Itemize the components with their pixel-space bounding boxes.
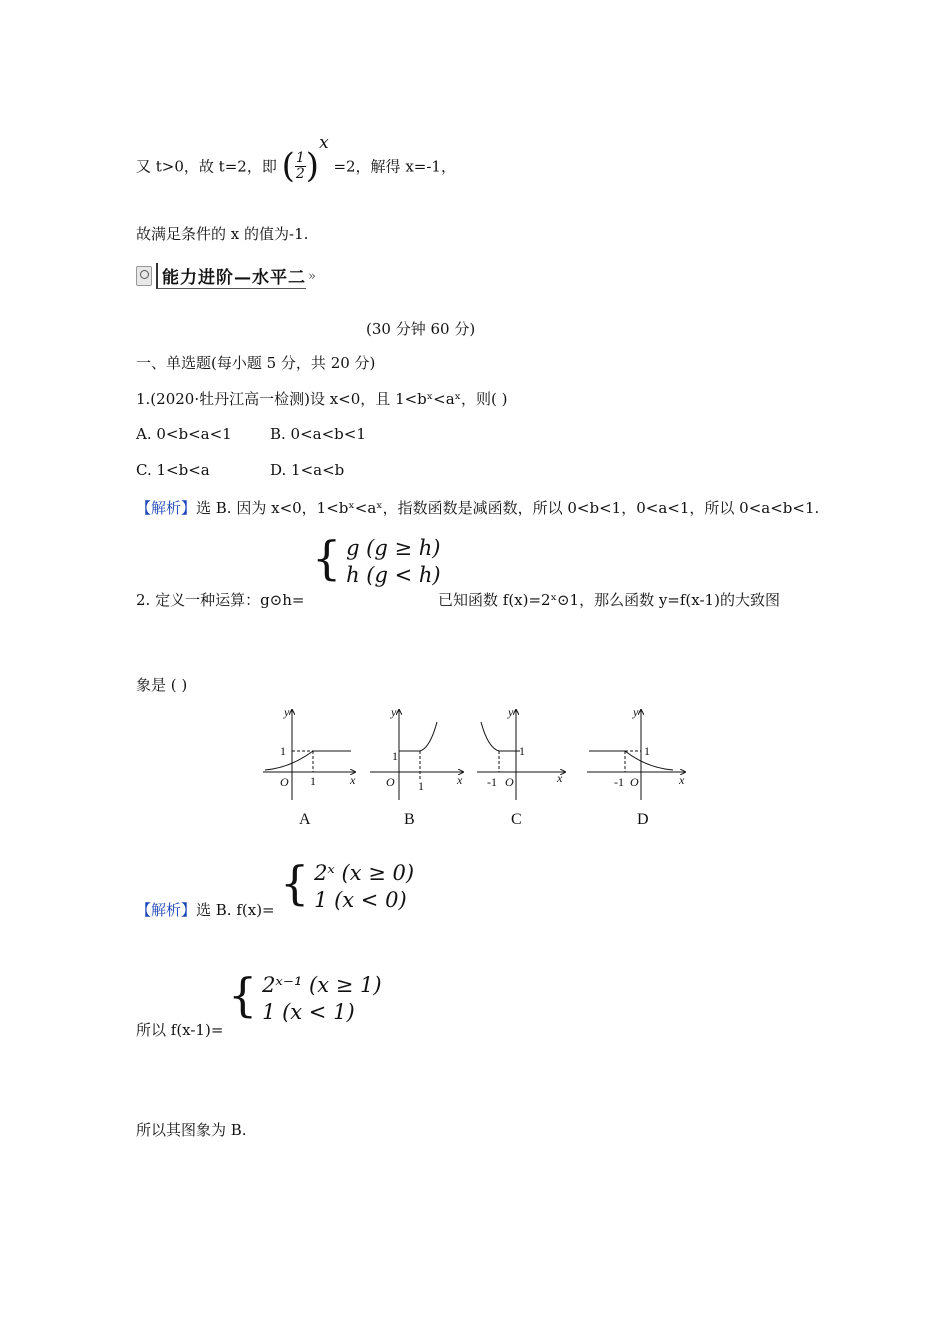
svg-text:1: 1 bbox=[310, 774, 316, 788]
svg-text:-1: -1 bbox=[614, 775, 624, 789]
question-2-piecewise: { g (g ≥ h) h (g < h) bbox=[312, 531, 441, 587]
fx1-prefix: 所以 f(x-1)= bbox=[136, 1021, 224, 1039]
fx1-row-1: 2ˣ⁻¹ (x ≥ 1) bbox=[262, 973, 382, 997]
option-1c: C. 1<b<a bbox=[136, 461, 210, 479]
svg-text:1: 1 bbox=[418, 779, 424, 793]
time-info: (30 分钟 60 分) bbox=[366, 320, 476, 338]
svg-text:-1: -1 bbox=[487, 775, 497, 789]
fx-row-1: 2ˣ (x ≥ 0) bbox=[314, 861, 415, 885]
analysis-tag: 【解析】 bbox=[136, 499, 197, 517]
analysis-text: 选 B. 因为 x<0，1<bˣ<aˣ，指数函数是减函数，所以 0<b<1，0<a<1，所以 0<a<b<1. bbox=[196, 499, 820, 517]
conclusion-line-1: 故满足条件的 x 的值为-1. bbox=[136, 225, 309, 243]
question-2-suffix: 已知函数 f(x)=2ˣ⊙1，那么函数 y=f(x-1)的大致图 bbox=[438, 591, 780, 609]
svg-text:1: 1 bbox=[519, 744, 525, 758]
svg-text:x: x bbox=[350, 773, 356, 787]
graph-label-a: A bbox=[299, 811, 311, 828]
line-suffix: =2，解得 x=-1， bbox=[333, 157, 456, 176]
graph-c bbox=[477, 705, 565, 800]
graph-b bbox=[370, 705, 463, 800]
section-title: 能力进阶—水平二 bbox=[156, 263, 306, 289]
fx-row-2: 1 (x < 0) bbox=[314, 888, 407, 912]
answer-graphs bbox=[255, 700, 695, 835]
option-1d: D. 1<a<b bbox=[270, 461, 345, 479]
svg-text:y: y bbox=[284, 705, 290, 719]
op-row-2: h (g < h) bbox=[346, 563, 441, 587]
question-1-stem: 1.(2020·牡丹江高一检测)设 x<0，且 1<bˣ<aˣ，则( ) bbox=[136, 390, 508, 408]
fx-piecewise: { 2ˣ (x ≥ 0) 1 (x < 0) bbox=[280, 856, 415, 912]
graph-label-c: C bbox=[511, 811, 522, 828]
part-title: 一、单选题(每小题 5 分，共 20 分) bbox=[136, 354, 376, 372]
svg-text:y: y bbox=[508, 705, 514, 719]
fx1-row-2: 1 (x < 1) bbox=[262, 1000, 355, 1024]
svg-text:y: y bbox=[391, 705, 397, 719]
svg-text:1: 1 bbox=[280, 744, 286, 758]
lightbulb-icon bbox=[136, 266, 152, 286]
graph-d bbox=[587, 705, 685, 800]
double-chevron-icon: » bbox=[308, 268, 316, 284]
option-1b: B. 0<a<b<1 bbox=[270, 425, 366, 443]
analysis-1 bbox=[136, 497, 819, 518]
svg-text:y: y bbox=[633, 705, 639, 719]
option-1a: A. 0<b<a<1 bbox=[136, 425, 232, 443]
graph-label-b: B bbox=[404, 811, 415, 828]
graph-a bbox=[263, 705, 356, 800]
svg-text:O: O bbox=[280, 775, 289, 789]
analysis-2-tag: 【解析】 bbox=[136, 901, 197, 919]
section-header bbox=[136, 263, 316, 289]
svg-text:O: O bbox=[630, 775, 639, 789]
svg-text:x: x bbox=[557, 771, 563, 785]
svg-text:x: x bbox=[457, 773, 463, 787]
svg-text:O: O bbox=[386, 775, 395, 789]
svg-text:1: 1 bbox=[644, 744, 650, 758]
conclusion-line-2: 所以其图象为 B. bbox=[136, 1121, 247, 1139]
svg-text:1: 1 bbox=[392, 749, 398, 763]
question-2-prefix: 2. 定义一种运算：g⊙h= bbox=[136, 591, 305, 609]
op-row-1: g (g ≥ h) bbox=[346, 536, 441, 560]
graph-label-d: D bbox=[637, 811, 649, 828]
line-prefix: 又 t>0，故 t=2，即 bbox=[136, 157, 277, 176]
line-t-equals-2 bbox=[136, 133, 456, 186]
analysis-2-text: 选 B. f(x)= bbox=[196, 901, 275, 919]
svg-text:O: O bbox=[505, 775, 514, 789]
analysis-2 bbox=[136, 899, 275, 920]
half-power-x: ( $\frac{1}{2}$ )$^x$ bbox=[281, 133, 329, 186]
svg-text:x: x bbox=[679, 773, 685, 787]
fx1-piecewise: { 2ˣ⁻¹ (x ≥ 1) 1 (x < 1) bbox=[228, 968, 382, 1024]
question-2-line2: 象是 ( ) bbox=[136, 676, 188, 694]
